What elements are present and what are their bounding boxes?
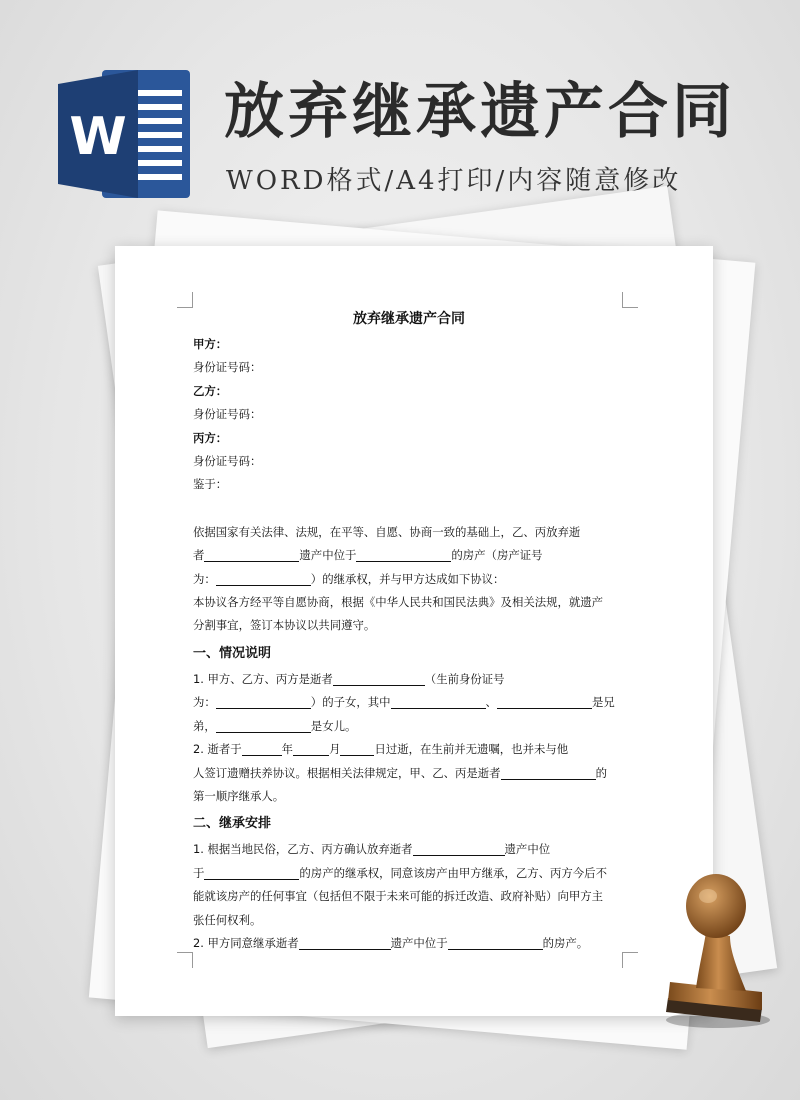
page-subtitle: WORD格式/A4打印/内容随意修改: [226, 166, 682, 196]
section1-paragraph1: 1. 甲方、乙方、丙方是逝者 （生前身份证号 为： ）的子女，其中 、 是兄 弟， 是女儿。: [193, 671, 615, 733]
word-logo-letter: W: [69, 107, 127, 167]
blank-field[interactable]: [333, 672, 425, 686]
blank-field[interactable]: [204, 548, 299, 562]
blank-field[interactable]: [293, 742, 329, 756]
blank-field[interactable]: [204, 866, 299, 880]
blank-field[interactable]: [216, 695, 311, 709]
intro-line: 为： ）的继承权，并与甲方达成如下协议：: [193, 571, 505, 586]
blank-field[interactable]: [299, 936, 391, 950]
party-a-id-label: 身份证号码：: [193, 360, 262, 375]
blank-field[interactable]: [242, 742, 282, 756]
blank-field[interactable]: [340, 742, 374, 756]
party-c-label: 丙方：: [193, 430, 228, 445]
page-title: 放弃继承遗产合同: [224, 77, 736, 147]
intro-line: 分割事宜，签订本协议以共同遵守。: [193, 618, 376, 633]
section2-paragraph2: 2. 甲方同意继承逝者 遗产中位于 的房产。: [193, 935, 589, 950]
blank-field[interactable]: [216, 572, 311, 586]
document-title: 放弃继承遗产合同: [353, 311, 465, 327]
party-c-id-label: 身份证号码：: [193, 454, 262, 469]
document-body: [193, 308, 625, 955]
party-a-label: 甲方：: [193, 337, 228, 351]
blank-field[interactable]: [391, 695, 486, 709]
section-heading: 二、继承安排: [193, 816, 272, 832]
section-heading: 一、情况说明: [193, 645, 272, 661]
party-b-label: 乙方：: [193, 383, 228, 398]
blank-field[interactable]: [448, 936, 543, 950]
intro-line: 依据国家有关法律、法规，在平等、自愿、协商一致的基础上，乙、丙放弃逝: [193, 524, 581, 539]
blank-field[interactable]: [356, 548, 451, 562]
section2-paragraph1: 1. 根据当地民俗，乙方、丙方确认放弃逝者 遗产中位 于 的房产的继承权，同意该房产由甲方继承，乙方、丙方今后不 能就该房产的任何事宜（包括但不限于未来可能的拆迁改造、政府补贴）向甲方主 张任何权利。: [193, 842, 607, 927]
blank-field[interactable]: [216, 719, 311, 733]
party-b-id-label: 身份证号码：: [193, 407, 262, 422]
intro-paragraph: [193, 521, 625, 638]
section1-paragraph2: 2. 逝者于 年 月 日过逝，在生前并无遗嘱，也并未与他 人签订遗赠扶养协议。根据相关法律规定，甲、乙、丙是逝者 的 第一顺序继承人。: [193, 742, 607, 803]
crop-mark-bottom-left: [177, 952, 193, 968]
blank-field[interactable]: [497, 695, 592, 709]
wooden-stamp-icon: [650, 870, 780, 1030]
document-page: [115, 246, 713, 1016]
word-icon: [58, 70, 190, 198]
blank-field[interactable]: [413, 842, 505, 856]
whereas-label: 鉴于：: [193, 477, 228, 492]
blank-field[interactable]: [501, 766, 596, 780]
crop-mark-top-right: [622, 292, 638, 308]
intro-line: 本协议各方经平等自愿协商，根据《中华人民共和国民法典》及相关法规，就遗产: [193, 595, 604, 610]
crop-mark-top-left: [177, 292, 193, 308]
intro-line: 者 遗产中位于 的房产（房产证号: [193, 548, 543, 563]
